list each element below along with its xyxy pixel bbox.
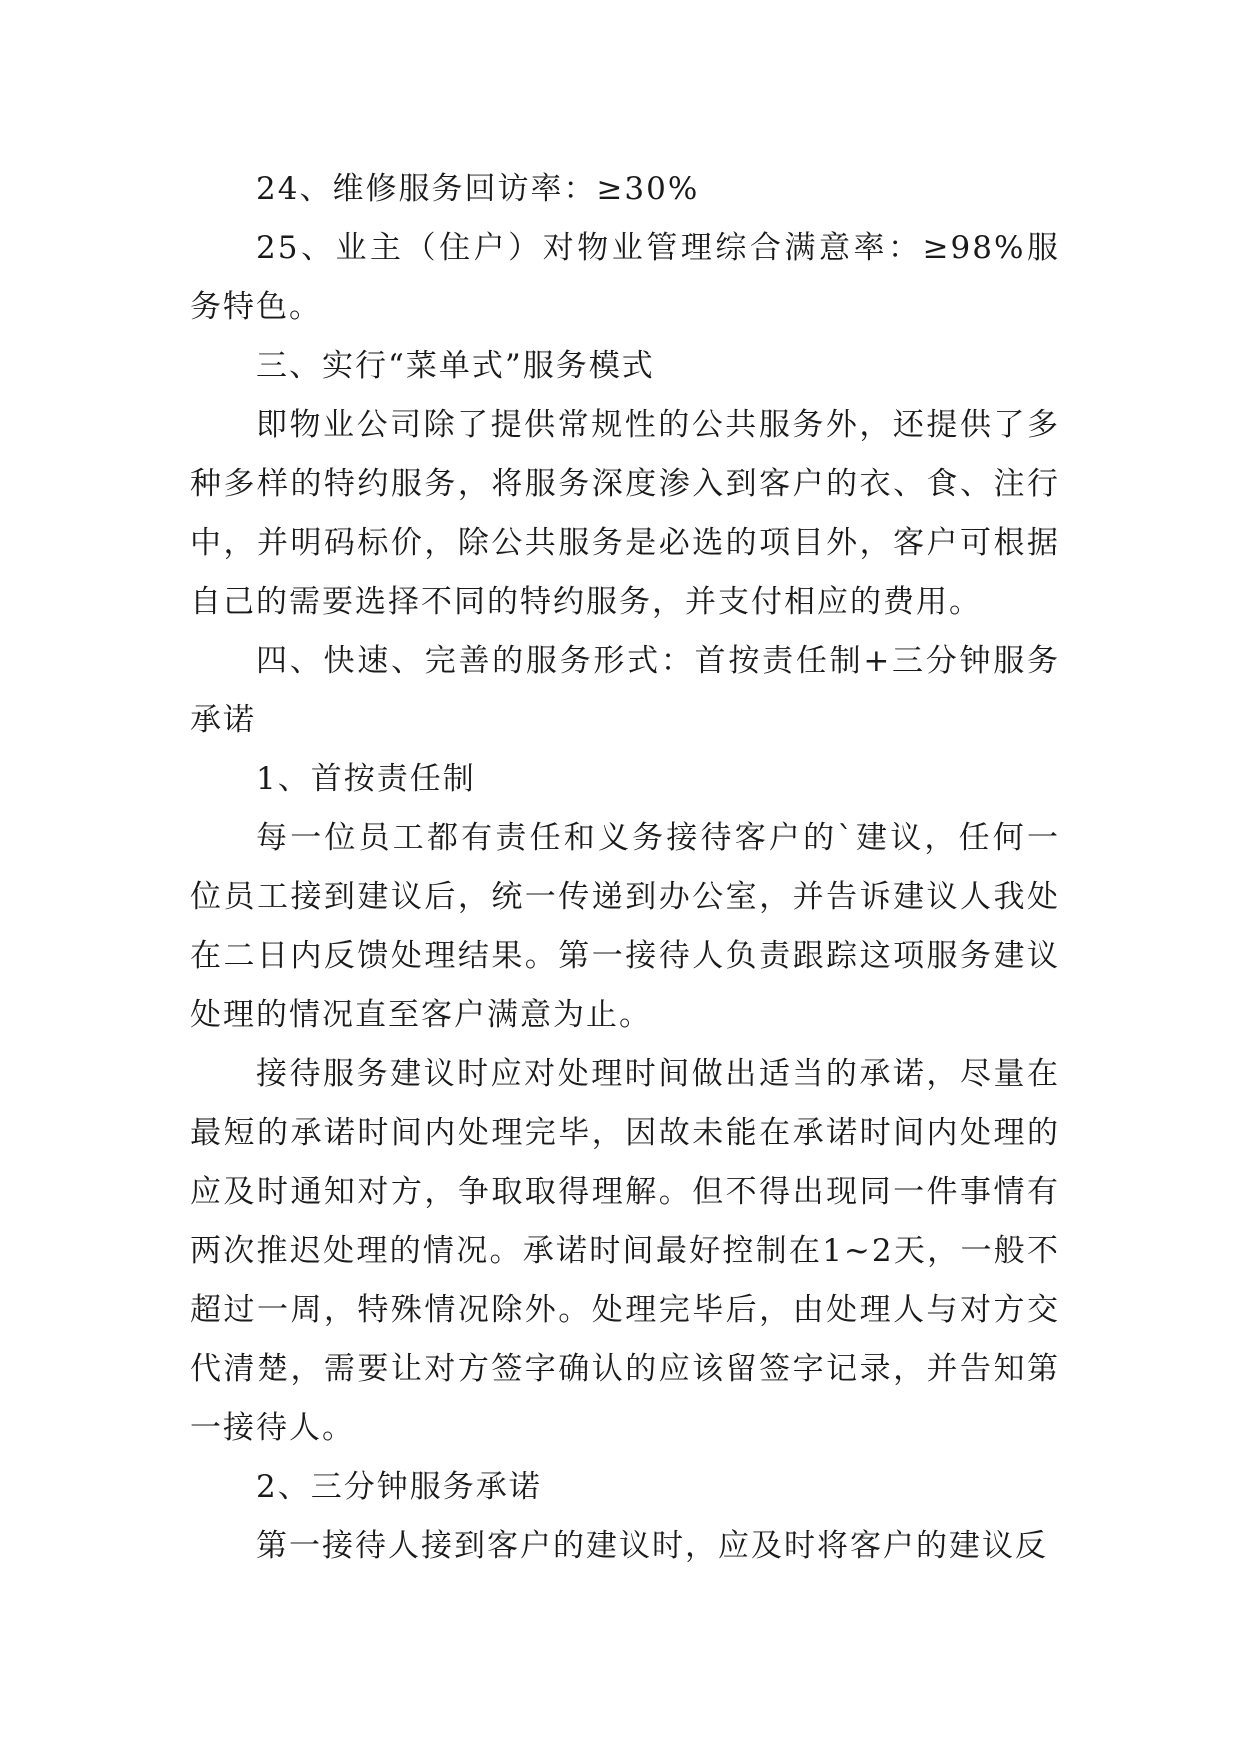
paragraph-promise-time: 接待服务建议时应对处理时间做出适当的承诺，尽量在最短的承诺时间内处理完毕，因故未能在承诺时间内处理的应及时通知对方，争取取得理解。但不得出现同一件事情有两次推迟处理的情况。承诺时间最好控制在1~2天，一般不超过一周，特殊情况除外。处理完毕后，由处理人与对方交代清楚，需要让对方签字确认的应该留签字记录，并告知第一接待人。 — [190, 1056, 1060, 1446]
section-heading-service-form: 四、快速、完善的服务形式：首按责任制+三分钟服务承诺 — [190, 643, 1060, 738]
paragraph-repair-revisit-rate: 24、维修服务回访率：≥30% — [256, 171, 700, 207]
subheading-three-minute-promise: 2、三分钟服务承诺 — [256, 1469, 542, 1505]
section-heading-menu-service: 三、实行“菜单式”服务模式 — [256, 348, 655, 384]
paragraph-three-minute-promise: 第一接待人接到客户的建议时，应及时将客户的建议反 — [256, 1528, 1048, 1564]
document-body — [190, 160, 1060, 1576]
paragraph-menu-service: 即物业公司除了提供常规性的公共服务外，还提供了多种多样的特约服务，将服务深度渗入到客户的衣、食、注行中，并明码标价，除公共服务是必选的项目外，客户可根据自己的需要选择不同的特约服务，并支付相应的费用。 — [190, 407, 1060, 620]
subheading-first-responsibility: 1、首按责任制 — [256, 761, 476, 797]
paragraph-first-responsibility: 每一位员工都有责任和义务接待客户的`建议，任何一位员工接到建议后，统一传递到办公室，并告诉建议人我处在二日内反馈处理结果。第一接待人负责跟踪这项服务建议处理的情况直至客户满意为止。 — [190, 820, 1060, 1033]
paragraph-satisfaction-rate: 25、业主（住户）对物业管理综合满意率：≥98%服务特色。 — [190, 230, 1060, 325]
